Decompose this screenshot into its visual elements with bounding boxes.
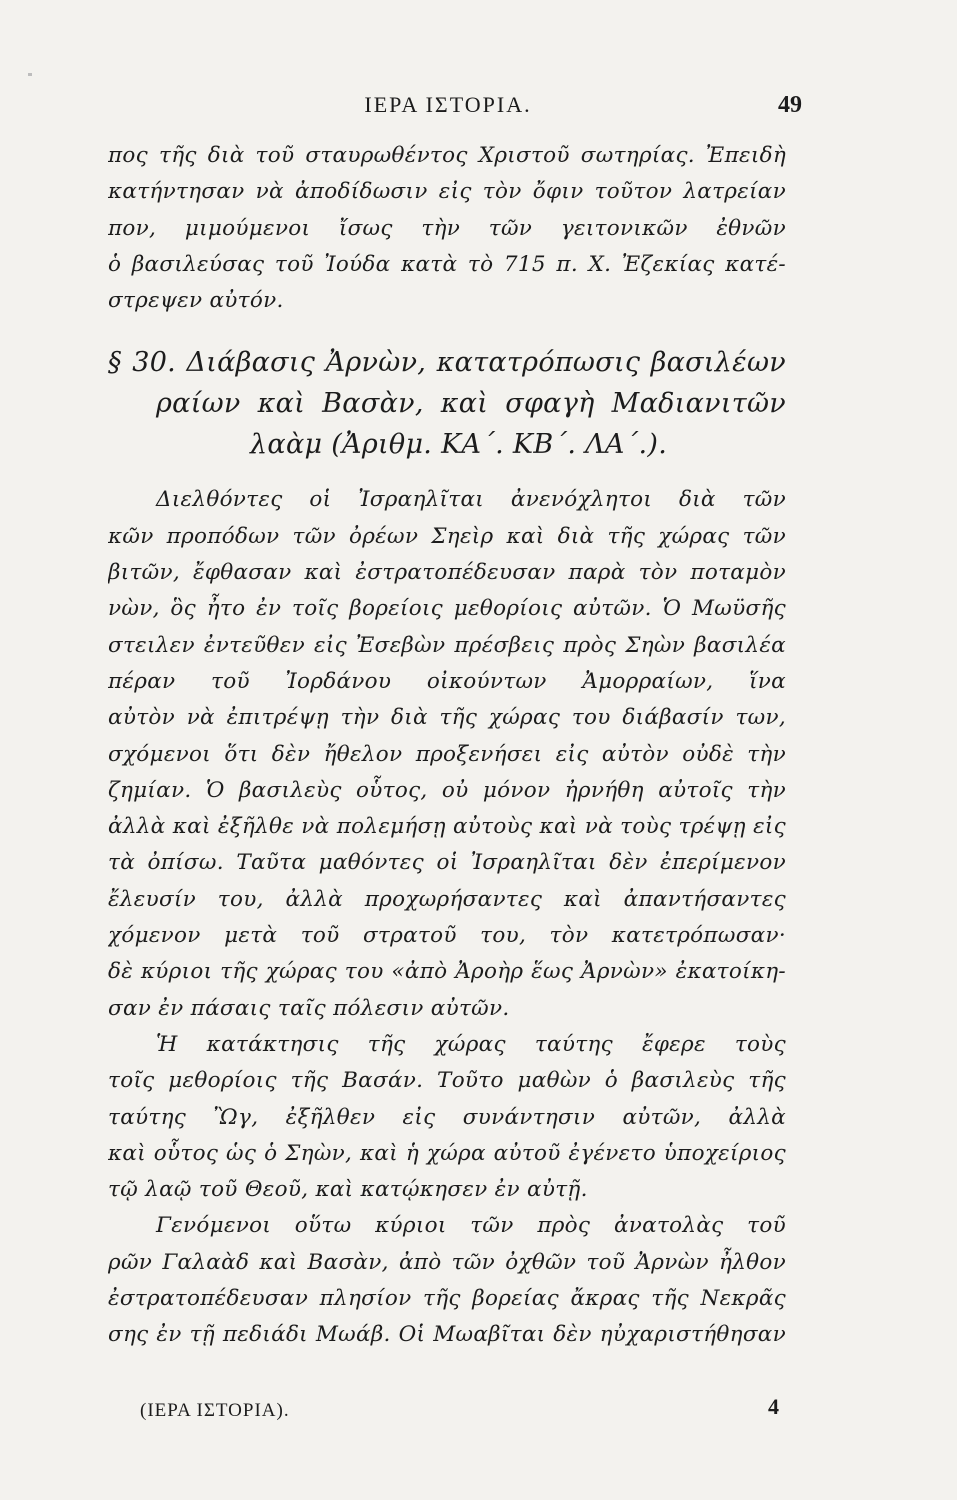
page-header (108, 92, 802, 126)
section-heading (108, 342, 786, 465)
section-heading-line: ραίων καὶ Βασὰν, καὶ σφαγὴ Μαδιανιτῶν (156, 388, 786, 420)
text-line: στειλεν ἐντεῦθεν εἰς Ἐσεβὼν πρέσβεις πρὸς Σηὼν βασιλέα (108, 632, 786, 658)
text-line: τοῖς μεθορίοις τῆς Βασάν. Τοῦτο μαθὼν ὁ βασιλεὺς τῆς (108, 1068, 786, 1094)
text-line: ζημίαν. Ὁ βασιλεὺς οὗτος, οὐ μόνον ἠρνήθη αὐτοῖς τὴν (108, 777, 786, 803)
running-title: ΙΕΡΑ ΙΣΤΟΡΙΑ. (364, 92, 532, 117)
text-line: ταύτης Ὢγ, ἐξῆλθεν εἰς συνάντησιν αὐτῶν, ἀλλὰ (108, 1104, 786, 1130)
text-line: αὐτὸν νὰ ἐπιτρέψῃ τὴν διὰ τῆς χώρας του διάβασίν των, (108, 705, 786, 731)
text-line: κατήντησαν νὰ ἀποδίδωσιν εἰς τὸν ὄφιν τοῦτον λατρείαν (108, 179, 786, 205)
text-line: νὼν, ὃς ἦτο ἐν τοῖς βορείοις μεθορίοις αὐτῶν. Ὁ Μωϋσῆς (108, 596, 786, 622)
text-line: στρεψεν αὐτόν. (108, 288, 284, 314)
main-text (108, 138, 786, 1354)
text-line: πον, μιμούμενοι ἴσως τὴν τῶν γειτονικῶν ἐθνῶν (108, 215, 786, 241)
text-line: σχόμενοι ὅτι δὲν ἤθελον προξενήσει εἰς αὐτὸν οὐδὲ τὴν (108, 741, 786, 767)
text-line: κῶν προπόδων τῶν ὀρέων Σηεὶρ καὶ διὰ τῆς χώρας τῶν (108, 523, 786, 549)
signature-number: 4 (768, 1394, 780, 1419)
page-footer (140, 1394, 780, 1434)
text-line: ἐστρατοπέδευσαν πλησίον τῆς βορείας ἄκρας τῆς Νεκρᾶς (108, 1286, 786, 1312)
text-line: δὲ κύριοι τῆς χώρας του «ἀπὸ Ἀροὴρ ἕως Ἀρνὼν» ἐκατοίκη- (108, 959, 786, 985)
paragraph-first-line: Ἡ κατάκτησις τῆς χώρας ταύτης ἔφερε τοὺς (156, 1031, 786, 1057)
text-line: τῷ λαῷ τοῦ Θεοῦ, καὶ κατῴκησεν ἐν αὐτῇ. (108, 1177, 588, 1203)
paragraph-first-line: Γενόμενοι οὕτω κύριοι τῶν πρὸς ἀνατολὰς τοῦ (156, 1213, 786, 1239)
signature-title: (ΙΕΡΑ ΙΣΤΟΡΙΑ). (140, 1400, 290, 1421)
text-line: τὰ ὀπίσω. Ταῦτα μαθόντες οἱ Ἰσραηλῖται δὲν ἐπερίμενον (108, 850, 786, 876)
paragraph-first-line: Διελθόντες οἱ Ἰσραηλῖται ἀνενόχλητοι διὰ τῶν (156, 487, 786, 513)
text-line: ἀλλὰ καὶ ἐξῆλθε νὰ πολεμήσῃ αὐτοὺς καὶ νὰ τοὺς τρέψῃ εἰς (108, 814, 786, 840)
text-line: πος τῆς διὰ τοῦ σταυρωθέντος Χριστοῦ σωτηρίας. Ἐπειδὴ (108, 143, 786, 168)
section-heading-line: § 30. Διάβασις Ἀρνὼν, κατατρόπωσις βασιλέων (108, 347, 786, 379)
text-line: ρῶν Γαλαὰδ καὶ Βασὰν, ἀπὸ τῶν ὀχθῶν τοῦ Ἀρνὼν ἦλθον (108, 1249, 786, 1275)
text-line: ὁ βασιλεύσας τοῦ Ἰούδα κατὰ τὸ 715 π. Χ. Ἐζεκίας κατέ- (108, 251, 786, 277)
text-line: σης ἐν τῇ πεδιάδι Μωάβ. Οἱ Μωαβῖται δὲν ηὐχαριστήθησαν (108, 1322, 786, 1348)
text-line: καὶ οὗτος ὡς ὁ Σηὼν, καὶ ἡ χώρα αὐτοῦ ἐγένετο ὑποχείριος (108, 1140, 786, 1166)
text-line: χόμενον μετὰ τοῦ στρατοῦ του, τὸν κατετρόπωσαν· (108, 923, 786, 949)
text-line: ἔλευσίν του, ἀλλὰ προχωρήσαντες καὶ ἀπαντήσαντες (108, 886, 786, 912)
text-line: πέραν τοῦ Ἰορδάνου οἰκούντων Ἀμορραίων, ἵνα (108, 668, 786, 694)
text-line: σαν ἐν πάσαις ταῖς πόλεσιν αὐτῶν. (108, 995, 510, 1021)
section-heading-line: λαὰμ (Ἀριθμ. ΚΑ΄. ΚΒ΄. ΛΑ΄.). (250, 429, 668, 461)
page-number: 49 (778, 92, 802, 118)
text-line: βιτῶν, ἔφθασαν καὶ ἐστρατοπέδευσαν παρὰ τὸν ποταμὸν (108, 560, 786, 586)
speck (28, 73, 32, 76)
